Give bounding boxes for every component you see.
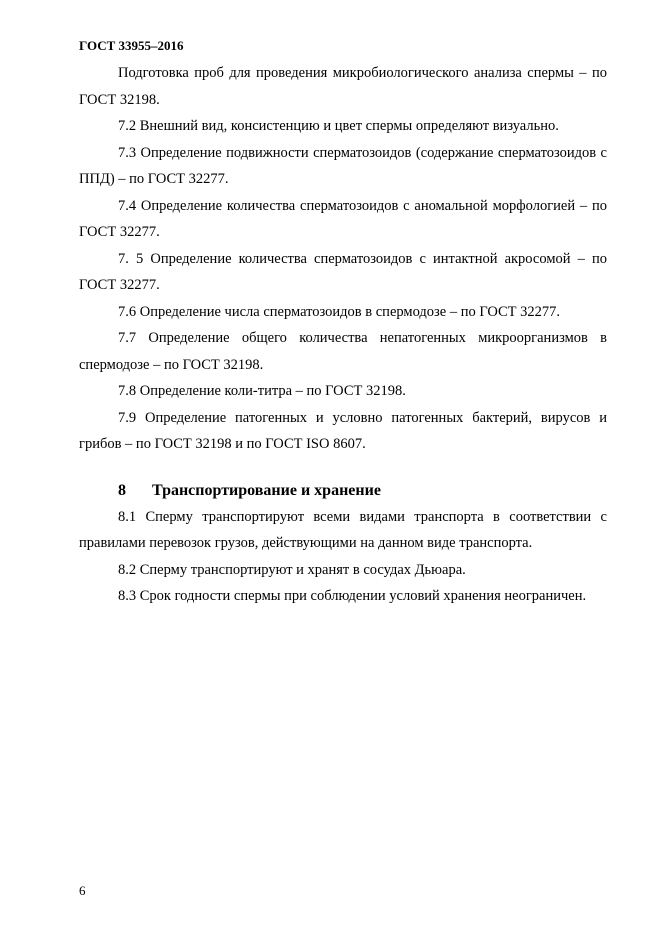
paragraph-8-1: 8.1 Сперму транспортируют всеми видами транспорта в соответствии с правилами перевозок грузов, действующими на данном виде транспорта. — [79, 508, 607, 551]
paragraph-7-8: 7.8 Определение коли-титра – по ГОСТ 32198. — [118, 383, 406, 399]
paragraph-7-9: 7.9 Определение патогенных и условно патогенных бактерий, вирусов и грибов – по ГОСТ 32198 и по ГОСТ ISO 8607. — [79, 409, 607, 452]
section-title: Транспортирование и хранение — [152, 481, 381, 499]
paragraph-7-5: 7. 5 Определение количества сперматозоидов с интактной акросомой – по ГОСТ 32277. — [79, 250, 607, 293]
paragraph-7-7: 7.7 Определение общего количества непатогенных микроорганизмов в спермодозе – по ГОСТ 32198. — [79, 330, 607, 373]
paragraph-7-2: 7.2 Внешний вид, консистенцию и цвет спермы определяют визуально. — [118, 118, 559, 134]
paragraph-7-6: 7.6 Определение числа сперматозоидов в спермодозе – по ГОСТ 32277. — [118, 303, 561, 320]
page-number: 6 — [79, 883, 86, 898]
document-body — [79, 60, 607, 610]
paragraph-7-3: 7.3 Определение подвижности сперматозоидов (содержание сперматозоидов с ППД) – по ГОСТ 32277. — [79, 144, 607, 187]
document-header: ГОСТ 33955–2016 — [79, 38, 184, 53]
paragraph-8-2: 8.2 Сперму транспортируют и хранят в сосудах Дьюара. — [118, 561, 466, 578]
section-number: 8 — [118, 481, 126, 499]
paragraph-8-3: 8.3 Срок годности спермы при соблюдении условий хранения неограничен. — [118, 588, 587, 604]
paragraph-sample-prep: Подготовка проб для проведения микробиологического анализа спермы – по ГОСТ 32198. — [79, 65, 607, 108]
paragraph-7-4: 7.4 Определение количества сперматозоидов с аномальной морфологией – по ГОСТ 32277. — [79, 197, 607, 240]
section-8-heading — [79, 478, 607, 504]
